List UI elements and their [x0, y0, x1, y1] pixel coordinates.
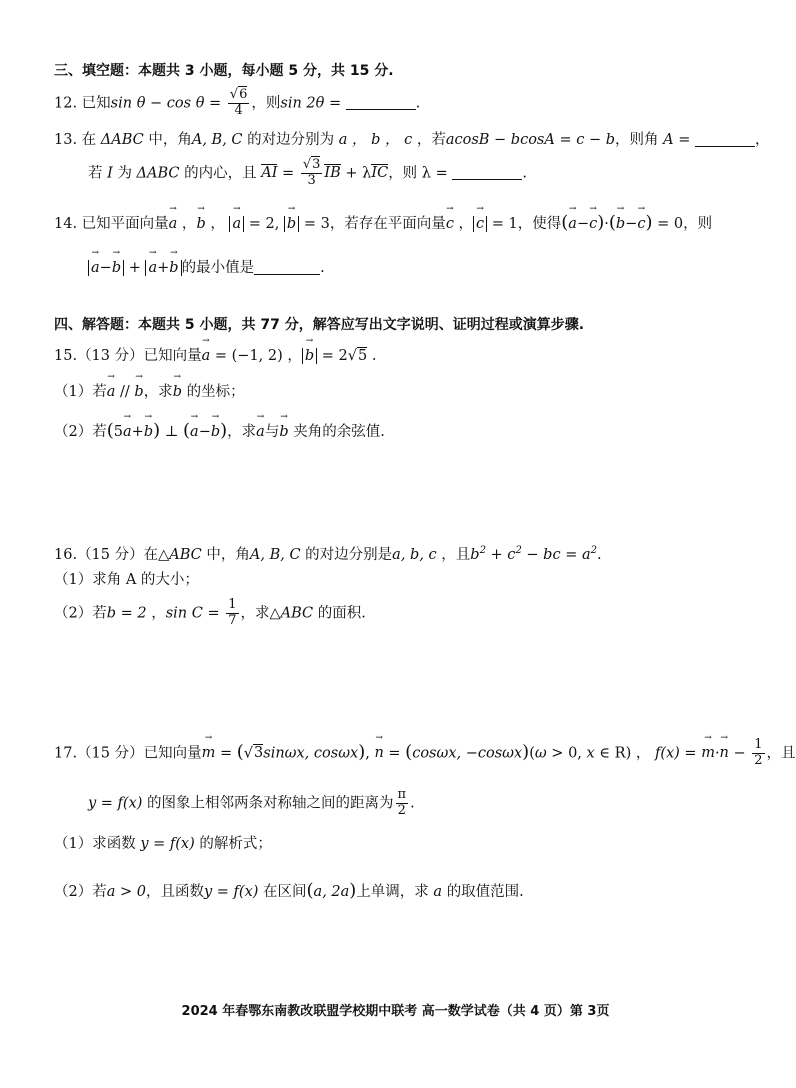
question-16: 16.（15 分）在△ABC 中，角A, B, C 的对边分别是a, b, c ，且$b^2 + c^2$ − bc = $a^2$.: [54, 545, 602, 563]
question-number: 17.: [54, 745, 78, 762]
question-17-line-2: y = f(x) 的图象上相邻两条对称轴之间的距离为 $\frac{\pi}{2}$ .: [88, 787, 415, 818]
fraction-1-over-7: $\frac{1}{7}$: [228, 597, 237, 628]
answer-blank[interactable]: [254, 274, 320, 275]
question-score: （13 分）: [77, 348, 144, 364]
question-16-part-1: （1）求角 A 的大小；: [54, 572, 199, 588]
question-15-part-2: （2）若(5→ a+→ b) ⊥ (→ a−→ b)，求→ a与→ b 夹角的余弦值.: [54, 418, 761, 443]
question-15-part-1: （1）若→ a // → b，求→ b 的坐标；: [54, 382, 761, 402]
question-17: 17.（15 分）已知向量→ m = (√3sinωx, cosωx), → n = (cosωx, −cosωx)(ω > 0, x ∈ R) ， f(x) = → m·→ n − $\frac{1}{2}$ ，且: [54, 738, 761, 769]
fraction-sqrt3-over-3: $\frac{√3}{3}$: [302, 157, 321, 188]
question-17-part-2: （2）若a > 0，且函数y = f(x) 在区间(a, 2a)上单调，求 a 的取值范围.: [54, 880, 524, 901]
answer-blank[interactable]: [695, 146, 755, 147]
question-number: 15.: [54, 348, 78, 364]
question-15: 15.（13 分）已知向量→ a = (−1, 2) ，→ b = 2√5 .: [54, 346, 761, 366]
answer-blank[interactable]: [452, 179, 522, 180]
answer-blank[interactable]: [346, 109, 416, 110]
section-3-heading: 三、填空题：本题共 3 小题，每小题 5 分，共 15 分.: [54, 63, 394, 79]
question-16-part-2: （2）若b = 2 ，sin C = $\frac{1}{7}$ ，求△ABC 的面积.: [54, 597, 366, 628]
question-12: 12. 已知sin θ − cos θ = $\frac{√6}{4}$ ，则sin 2θ = .: [54, 87, 421, 118]
question-number: 16.: [54, 546, 78, 563]
question-number: 12.: [54, 95, 78, 112]
section-4-heading: 四、解答题：本题共 5 小题，共 77 分，解答应写出文字说明、证明过程或演算步骤.: [54, 317, 585, 333]
fraction-1-over-2: $\frac{1}{2}$: [754, 737, 763, 768]
question-14: 14. 已知平面向量→ a ，→ b ， → a = 2, → b = 3，若存在平面向量→ c ，→ c = 1，使得(→ a−→ c)·(→ b−→ c) = 0，则: [54, 210, 761, 235]
question-score: （15 分）: [77, 546, 144, 563]
question-13: 13. 在 ΔABC 中，角A, B, C 的对边分别为 a ， b ， c ，若acosB − bcosA = c − b，则角 A = ，: [54, 132, 770, 148]
question-number: 13.: [54, 132, 78, 148]
question-14-line-2: → a−→ b + → a+→ b 的最小值是 .: [88, 258, 761, 278]
page-footer: 2024 年春鄂东南教改联盟学校期中联考 高一数学试卷（共 4 页）第 3页: [181, 1004, 610, 1019]
question-score: （15 分）: [77, 745, 144, 762]
question-13-line-2: 若 I 为 ΔABC 的内心，且 AI = $\frac{√3}{3}$ IB + λIC，则 λ = .: [88, 157, 527, 188]
question-17-part-1: （1）求函数 y = f(x) 的解析式；: [54, 836, 272, 852]
fraction-sqrt6-over-4: $\frac{√6}{4}$: [229, 87, 248, 118]
fraction-pi-over-2: $\frac{\pi}{2}$: [397, 787, 407, 818]
question-number: 14.: [54, 216, 78, 232]
